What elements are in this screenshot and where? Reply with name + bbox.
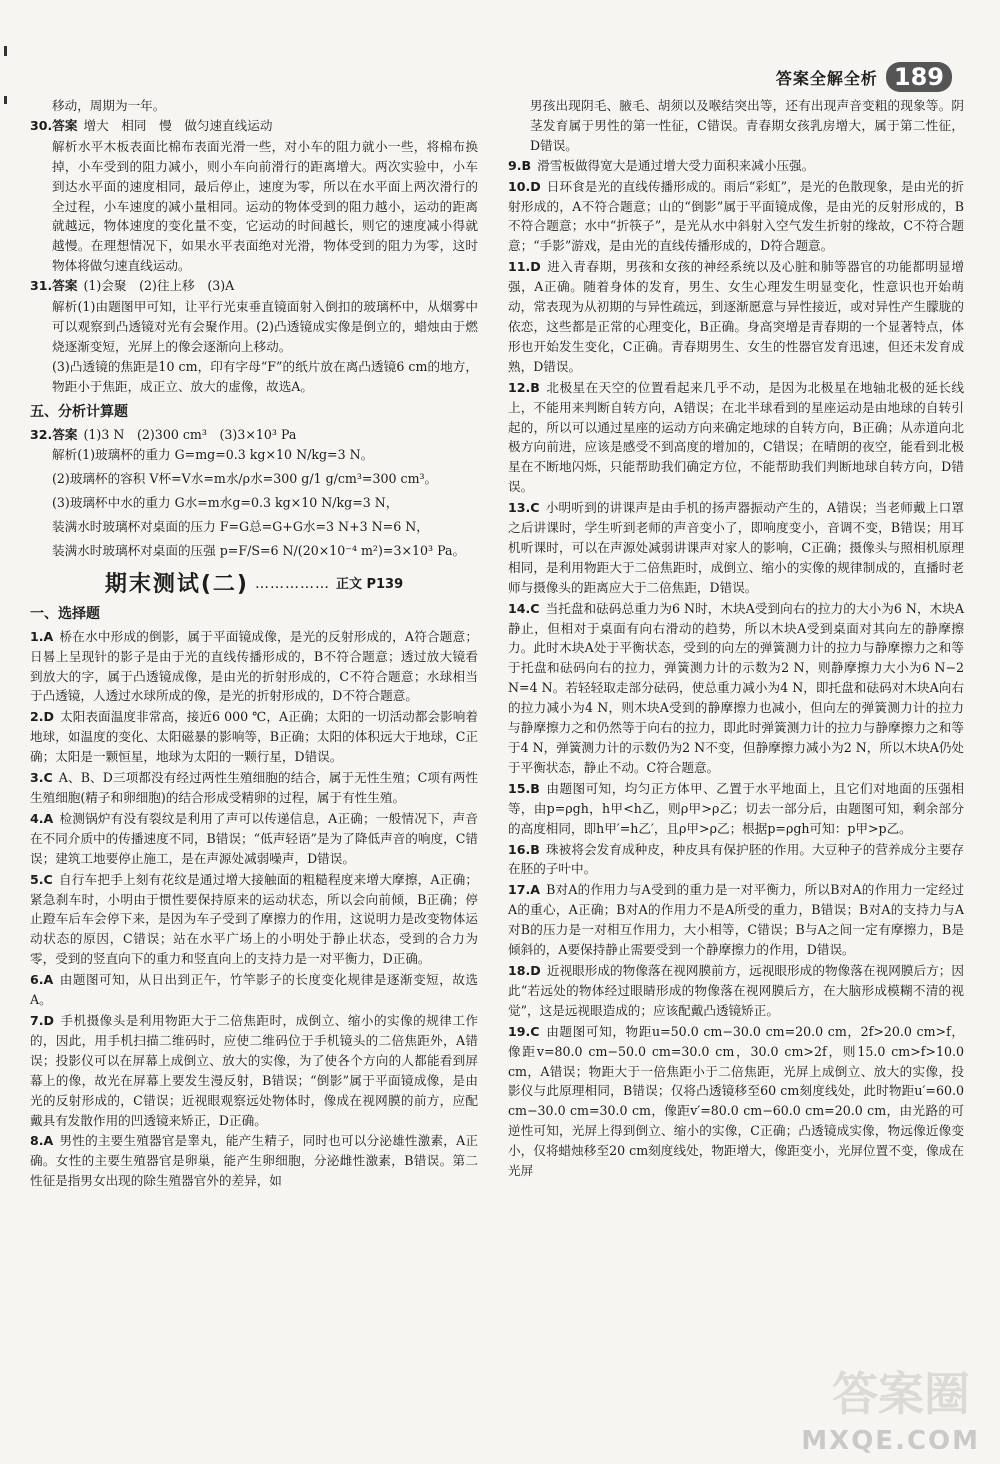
answer-text: 当托盘和砝码总重力为6 N时，木块A受到向右的拉力的大小为6 N，木块A静止，但相对于桌面有向右滑动的趋势，所以木块A受到桌面对其向左的静摩擦力。此时木块A处于平衡状态，受到的向左的弹簧测力计的拉力与静摩擦力之和等于托盘和砝码向右的拉力，弹簧测力计的示数为2 N，则静摩擦力大小为6 N−2 N=4 N。若轻轻取走部分砝码，使总重力减小为4 N，即托盘和砝码对木块A向右的拉力减小为4 N，则木块A受到的静摩擦力也减小，但向左的弹簧测力计的拉力与静摩擦力之和仍然等于向右的拉力，即此时弹簧测力计的拉力与静摩擦力之和等于4 N，弹簧测力计的示数仍为2 N不变，但静摩擦力减小为2 N，所以木块A仍处于平衡状态，静止不动。C符合题意。 xyxy=(508,600,965,775)
watermark-url: MXQE.COM xyxy=(801,1426,980,1456)
answer-text: B对A的作用力与A受到的重力是一对平衡力，所以B对A的作用力一定经过A的重心，A正确；B对A的作用力不是A所受的重力，B错误；B对A的支持力与A对B的压力是一对相互作用力，大小相等，C错误；B与A之间一定有摩擦力，B是倾斜的，A要保持静止需要受到一个静摩擦力的作用，D错误。 xyxy=(508,882,964,958)
header-title: 答案全解全析 xyxy=(775,68,878,88)
question-number: 31.答案 xyxy=(30,278,78,294)
question-number: 7.D xyxy=(30,1012,55,1028)
question-number: 1.A xyxy=(30,628,54,644)
answer-31 xyxy=(30,276,478,296)
answer-32 xyxy=(30,425,478,445)
analysis-label: 解析 xyxy=(52,138,78,154)
answer-13 xyxy=(508,498,964,598)
answer-text: 日环食是光的直线传播形成的。雨后“彩虹”，是光的色散现象，是由光的折射形成的，A不符合题意；山的“倒影”属于平面镜成像，是由光的反射形成的，B不符合题意；水中“折筷子”，是光从水中斜射入空气发生折射的缘故，C不符合题意；“手影”游戏，是由光的直线传播形成的，D符合题意。 xyxy=(508,178,964,254)
analysis-32 xyxy=(30,445,478,465)
leader-dots: …………… xyxy=(254,575,330,592)
answer-text: 男性的主要生殖器官是睾丸，能产生精子，同时也可以分泌雄性激素，A正确。女性的主要生殖器官是卵巢，能产生卵细胞，分泌雌性激素，B错误。第二性征是指男女出现的除生殖器官外的差异，如 xyxy=(30,1133,478,1189)
edge-mark xyxy=(4,96,7,104)
analysis-text: 水平木板表面比棉布表面光滑一些，对小车的阻力就小一些，将棉布换掉，小车受到的阻力减小，则小车向前滑行的距离增大。两次实验中，小车到达水平面的速度相同，最后停止，速度为零，所以在水平面上两次滑行的全过程，小车速度的减小量相同。运动的物体受到的阻力越小，运动的距离就越远，物体速度的变化量不变，它运动的时间越长，则它的速度减小得就越慢。在理想情况下，如果水平表面绝对光滑，物体受到的阻力为零，这时物体将做匀速直线运动。 xyxy=(52,138,479,274)
right-column xyxy=(508,96,964,1182)
question-number: 3.C xyxy=(30,770,53,786)
analysis-label: 解析 xyxy=(52,299,78,315)
paragraph: 移动，周期为一年。 xyxy=(52,98,166,113)
question-number: 14.C xyxy=(508,600,540,616)
question-number: 18.D xyxy=(508,962,541,978)
question-number: 13.C xyxy=(508,500,540,516)
analysis-30 xyxy=(30,137,478,276)
answer-17 xyxy=(508,880,964,960)
question-number: 12.B xyxy=(508,379,540,395)
question-number: 10.D xyxy=(508,178,541,194)
answer-6 xyxy=(30,970,478,1010)
answer-10 xyxy=(508,177,964,257)
section-title: 五、分析计算题 xyxy=(30,403,128,420)
answer-text: 近视眼形成的物像落在视网膜前方，远视眼形成的物像落在视网膜后方；因此“若远处的物体经过眼睛形成的物像落在视网膜后方，在大脑形成模糊不清的视觉”，这是远视眼造成的；应该配戴凸透镜矫正。 xyxy=(508,962,964,1018)
analysis-31 xyxy=(30,297,478,357)
edge-mark xyxy=(4,46,7,56)
page-number: 189 xyxy=(886,62,952,92)
answer-text: 珠被将会发育成种皮，种皮具有保护胚的作用。大豆种子的营养成分主要存在胚的子叶中。 xyxy=(508,841,964,877)
analysis-31-part3: (3)凸透镜的焦距是10 cm，印有字母“F”的纸片放在离凸透镜6 cm的地方，物距小于焦距，成正立、放大的虚像，故选A。 xyxy=(52,358,478,394)
section-title: 一、选择题 xyxy=(30,605,100,622)
analysis-text: (1)由题图甲可知，让平行光束垂直镜面射入倒扣的玻璃杯中，从烟雾中可以观察到凸透镜对光有会聚作用。(2)凸透镜成实像是倒立的，蜡烛由于燃烧逐渐变短，光屏上的像会逐渐向上移动。 xyxy=(52,299,479,354)
answer-text: 由题图可知，物距u=50.0 cm−30.0 cm=20.0 cm，2f>20.0 cm>f，像距v=80.0 cm−50.0 cm=30.0 cm，30.0 cm>2f，则15.0 cm>f>10.0 cm，A错误；物距大于一倍焦距小于二倍焦距，光屏上成倒立、放大的实像，投影仪与此原理相同，B错误；仅将凸透镜移至60 cm刻度线处，此时物距u′=60.0 cm−30.0 cm=30.0 cm，像距v′=80.0 cm−60.0 cm=20.0 cm，由光路的可逆性可知，光屏上得到倒立、缩小的实像，C正确；凸透镜成实像，物远像近像变小，仅将蜡烛移至20 cm刻度线处，物距增大，像距变小，光屏位置不变，像成在光屏 xyxy=(508,1023,964,1179)
question-number: 32.答案 xyxy=(30,426,78,442)
answer-text: 太阳表面温度非常高，接近6 000 ℃，A正确；太阳的一切活动都会影响着地球，如温度的变化、太阳磁暴的影响等，B正确；太阳的体积远大于地球，C正确；太阳是一颗恒星，地球为太阳的一颗行星，D错误。 xyxy=(30,709,478,765)
answer-text: A、B、D三项都没有经过两性生殖细胞的结合，属于无性生殖；C项有两性生殖细胞(精子和卵细胞)的结合形成受精卵的过程，属于有性生殖。 xyxy=(30,770,478,805)
answer-text: 增大 相同 慢 做匀速直线运动 xyxy=(83,117,273,133)
question-number: 2.D xyxy=(30,709,55,725)
question-number: 9.B xyxy=(508,157,532,173)
answer-text: 小明听到的讲课声是由手机的扬声器振动产生的，A错误；当老师戴上口罩之后讲课时，学生听到老师的声音变小了，即响度变小，音调不变，B错误；用耳机听课时，可以在声源处减弱讲课声对家人的影响，C正确；摄像头与照相机原理相同，是利用物距大于二倍焦距时，成倒立、缩小的实像的规律制成的，直播时老师与摄像头的距离应大于二倍焦距，D错误。 xyxy=(508,500,964,595)
formula-line: 装满水时玻璃杯对桌面的压强 p=F/S=6 N/(20×10⁻⁴ m²)=3×10³ Pa。 xyxy=(52,543,466,559)
answer-9 xyxy=(508,156,964,176)
answer-5 xyxy=(30,870,478,970)
question-number: 6.A xyxy=(30,972,54,988)
question-number: 11.D xyxy=(508,259,541,275)
answer-8 xyxy=(30,1131,478,1191)
question-number: 4.A xyxy=(30,810,54,826)
watermark-logo: 答案圈 xyxy=(832,1367,970,1421)
analysis-label: 解析 xyxy=(52,447,78,463)
question-number: 15.B xyxy=(508,780,540,796)
left-column xyxy=(30,96,478,1192)
question-number: 19.C xyxy=(508,1023,540,1039)
question-number: 16.B xyxy=(508,841,540,857)
answer-1 xyxy=(30,627,478,707)
question-number: 17.A xyxy=(508,882,541,898)
formula-line: (2)玻璃杯的容积 V杯=V水=m水/ρ水=300 g/1 g/cm³=300 cm³。 xyxy=(52,471,438,487)
answer-3 xyxy=(30,768,478,808)
answer-text: (1)3 N (2)300 cm³ (3)3×10³ Pa xyxy=(83,426,297,442)
exam-title: 期末测试(二) xyxy=(104,571,249,597)
answer-18 xyxy=(508,961,964,1021)
page-header xyxy=(776,62,952,92)
analysis-text: (1)玻璃杯的重力 G=mg=0.3 kg×10 N/kg=3 N。 xyxy=(77,447,374,463)
answer-text: 自行车把手上刻有花纹是通过增大接触面的粗糙程度来增大摩擦，A正确；紧急刹车时，小明由于惯性要保持原来的运动状态，所以会向前倾，B正确；停止蹬车后车会停下来，是因为车子受到了摩擦力的作用，这说明力是改变物体运动状态的原因，C错误；站在水平广场上的小明处于静止状态，受到的合力为零，受到的竖直向下的重力和竖直向上的支持力是一对平衡力，D正确。 xyxy=(30,871,478,967)
answer-text: 进入青春期，男孩和女孩的神经系统以及心脏和肺等器官的功能都明显增强，A正确。随着身体的发育，男生、女生心理发生明显变化，性意识也开始萌动，常表现为从初期的与异性疏远，到逐渐愿意与异性接近，或对异性产生朦胧的依恋，这些都是正常的心理变化，B正确。身高突增是青春期的一个显著特点，体形也开始发生变化，C正确。青春期男生、女生的性器官发育迅速，但还未发育成熟，D错误。 xyxy=(508,259,964,374)
page-reference: 正文 P139 xyxy=(335,576,404,592)
answer-text: 北极星在天空的位置看起来几乎不动，是因为北极星在地轴北极的延长线上，不能用来判断自转方向，A错误；在北半球看到的星座运动是由地球的自转引起的，所以可以通过星座的运动方向来确定地球的自转方向，B正确；从赤道向北极方向前进，应该是感受不到高度的增加的，C错误；在晴朗的夜空，能看到北极星在不断地闪烁，只能帮助我们确定方位，不能帮助我们判断地球自转方向，D错误。 xyxy=(508,379,964,495)
answer-4 xyxy=(30,809,478,869)
answer-text: 桥在水中形成的倒影，属于平面镜成像，是光的反射形成的，A符合题意；日晷上呈现针的影子是由于光的直线传播形成的，B不符合题意；透过放大镜看到放大的字，属于凸透镜成像，是由光的折射形成的，C不符合题意；水球相当于凸透镜，人透过水球所成的像，是光的折射形成的，D不符合题意。 xyxy=(30,628,478,704)
paragraph: 男孩出现阴毛、腋毛、胡须以及喉结突出等，还有出现声音变粗的现象等。阴茎发育属于男性的第一性征，C错误。青春期女孩乳房增大，属于第二性征，D错误。 xyxy=(530,98,964,153)
answer-text: 滑雪板做得宽大是通过增大受力面积来减小压强。 xyxy=(537,157,815,173)
answer-12 xyxy=(508,378,964,497)
answer-11 xyxy=(508,257,964,376)
answer-2 xyxy=(30,707,478,767)
answer-30 xyxy=(30,116,478,136)
question-number: 8.A xyxy=(30,1133,54,1149)
answer-16 xyxy=(508,840,964,880)
answer-text: 手机摄像头是利用物距大于二倍焦距时，成倒立、缩小的实像的规律工作的，因此，用手机扫描二维码时，应使二维码位于手机镜头的二倍焦距外，A错误；投影仪可以在屏幕上成倒立、放大的实像，为了使各个方向的人都能看到屏幕上的像，故光在屏幕上要发生漫反射，B错误；“倒影”属于平面镜成像，是由光的反射形成的，C错误；近视眼观察远处物体时，像成在视网膜的前方，应配戴具有发散作用的凹透镜来矫正，D正确。 xyxy=(30,1012,478,1128)
answer-text: 由题图可知，从日出到正午，竹竿影子的长度变化规律是逐渐变短，故选A。 xyxy=(30,972,478,1008)
formula-line: (3)玻璃杯中水的重力 G水=m水g=0.3 kg×10 N/kg=3 N， xyxy=(52,495,399,511)
question-number: 30.答案 xyxy=(30,117,78,133)
answer-7 xyxy=(30,1011,478,1130)
question-number: 5.C xyxy=(30,871,53,887)
answer-15 xyxy=(508,779,964,839)
answer-14 xyxy=(508,599,964,778)
answer-text: 由题图可知，均匀正方体甲、乙置于水平地面上，且它们对地面的压强相等，由p=ρgh，h甲<h乙，则ρ甲>ρ乙；切去一部分后，由题图可知，剩余部分的高度相同，即h甲′=h乙′，且ρ甲>ρ乙；根据p=ρgh可知：p甲>p乙。 xyxy=(508,780,964,836)
answer-text: 检测锅炉有没有裂纹是利用了声可以传递信息，A正确；一般情况下，声音在不同介质中的传播速度不同，B错误；“低声轻语”是为了降低声音的响度，C错误；建筑工地要停止施工，是在声源处减弱噪声，D错误。 xyxy=(30,810,478,866)
formula-line: 装满水时玻璃杯对桌面的压力 F=G总=G+G水=3 N+3 N=6 N， xyxy=(52,519,429,535)
answer-19 xyxy=(508,1022,964,1181)
exam-heading xyxy=(30,571,478,597)
answer-text: (1)会聚 (2)往上移 (3)A xyxy=(83,278,235,294)
